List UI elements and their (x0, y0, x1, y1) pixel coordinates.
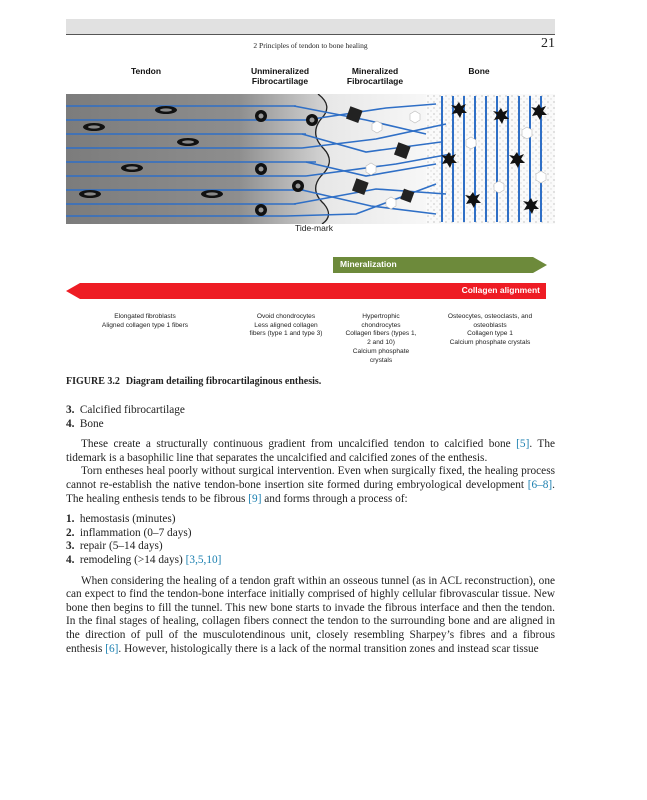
zones-list (66, 404, 555, 431)
para-text: and forms through a process of: (261, 492, 408, 505)
bone-desc-line: Osteocytes, osteoclasts, and (447, 313, 533, 320)
zone-label-tendon: Tendon (130, 66, 162, 76)
zone-label-unmineralized-line1: Unmineralized (250, 66, 310, 76)
citation-link[interactable]: [3,5,10] (185, 553, 222, 566)
paragraph-gradient (66, 438, 555, 465)
tendon-description (90, 313, 200, 330)
list-number: 3. (66, 540, 75, 553)
tendon-desc-line: Elongated fibroblasts (114, 313, 176, 320)
min-desc-line: Hypertrophic (362, 313, 400, 320)
zone-label-mineralized (330, 66, 420, 86)
para-text: These create a structurally continuous gradient from uncalcified tendon to calcified bone (81, 438, 517, 451)
zone-label-unmineralized-line2: Fibrocartilage (251, 76, 309, 86)
list-text: remodeling (>14 days) (79, 553, 186, 566)
process-list (66, 513, 555, 567)
caption-label: FIGURE 3.2 (66, 376, 120, 387)
list-text: Bone (79, 417, 104, 430)
collagen-alignment-arrow (80, 283, 546, 299)
para-text: . The healing enthesis tends to be fibrous (66, 478, 555, 505)
tendon-desc-line: Aligned collagen type 1 fibers (101, 321, 189, 329)
mineralized-description (336, 313, 426, 365)
zone-label-bone: Bone (468, 66, 490, 76)
top-shade-bar (66, 19, 555, 34)
list-text: inflammation (0–7 days) (79, 526, 192, 539)
list-number: 1. (66, 513, 75, 526)
min-desc-line: Collagen fibers (types 1, (345, 330, 417, 338)
para-text: Torn entheses heal poorly without surgical intervention. Even when surgically fixed, the healing process cannot re-establish the native tendon-bone insertion site formed during embryological development (66, 465, 555, 491)
citation-link[interactable]: [5] (516, 438, 530, 451)
unmin-desc-line: Ovoid chondrocytes (256, 313, 316, 320)
para-text: . The tidemark is a basophilic line that separates the uncalcified and calcified zones of the enthesis. (66, 438, 555, 464)
zone-label-unmineralized (232, 66, 328, 86)
bone-desc-line: Collagen type 1 (467, 330, 513, 338)
caption-text: Diagram detailing fibrocartilaginous enthesis. (125, 376, 322, 387)
list-item (66, 554, 555, 568)
list-text: repair (5–14 days) (79, 540, 163, 553)
mineralization-label: Mineralization (340, 259, 397, 269)
list-number: 4. (66, 553, 75, 566)
min-desc-line: Calcium phosphate (352, 347, 410, 355)
list-item (66, 513, 555, 527)
unmineralized-description (234, 313, 338, 339)
citation-link[interactable]: [6–8] (527, 478, 553, 491)
min-desc-line: crystals (369, 356, 393, 364)
mineralization-arrow (333, 257, 533, 273)
bone-description (428, 313, 552, 348)
list-number: 4. (66, 417, 75, 430)
zone-label-mineralized-line1: Mineralized (351, 66, 399, 76)
list-item (66, 418, 555, 432)
figure-caption (66, 376, 321, 387)
list-text: hemostasis (minutes) (79, 513, 176, 526)
tide-mark-label: Tide-mark (295, 223, 333, 233)
zone-label-mineralized-line2: Fibrocartilage (346, 76, 404, 86)
list-item (66, 527, 555, 541)
collagen-alignment-label: Collagen alignment (461, 285, 540, 295)
list-number: 2. (66, 526, 75, 539)
list-text: Calcified fibrocartilage (79, 404, 185, 416)
para-text: When considering the healing of a tendon graft within an osseous tunnel (as in ACL reconstruction), one can expect to find the tendon-bone interface initially comprised of highly cellular fibrovascular tissue. New bone then begins to fill the tunnel. This new bone starts to invade the fibrous interface and then the tendon. In the final stages of healing, collagen fibers connect the tendon to the surrounding bone and are aligned in the direction of pull of the musculotendinous unit, closely resembling Sharpey’s fibres and a fibrous enthesis (66, 574, 555, 655)
enthesis-diagram (66, 94, 555, 224)
min-desc-line: 2 and 10) (367, 339, 395, 347)
enthesis-figure (66, 62, 555, 367)
list-item (66, 540, 555, 554)
list-number: 3. (66, 404, 75, 416)
para-text: . However, histologically there is a lack of the normal transition zones and instead scar tissue (118, 642, 539, 655)
body-text (66, 404, 555, 656)
running-title: 2 Principles of tendon to bone healing (253, 41, 368, 50)
unmin-desc-line: fibers (type 1 and type 3) (249, 330, 323, 338)
running-header (66, 34, 555, 55)
bone-desc-line: Calcium phosphate crystals (449, 339, 531, 347)
paragraph-graft (66, 575, 555, 657)
min-desc-line: chondrocytes (361, 321, 401, 329)
page-number: 21 (541, 36, 555, 51)
citation-link[interactable]: [6] (105, 642, 119, 655)
paragraph-healing (66, 465, 555, 506)
unmin-desc-line: Less aligned collagen (254, 321, 318, 329)
citation-link[interactable]: [9] (248, 492, 262, 505)
list-item (66, 404, 555, 418)
bone-desc-line: osteoblasts (473, 321, 507, 329)
